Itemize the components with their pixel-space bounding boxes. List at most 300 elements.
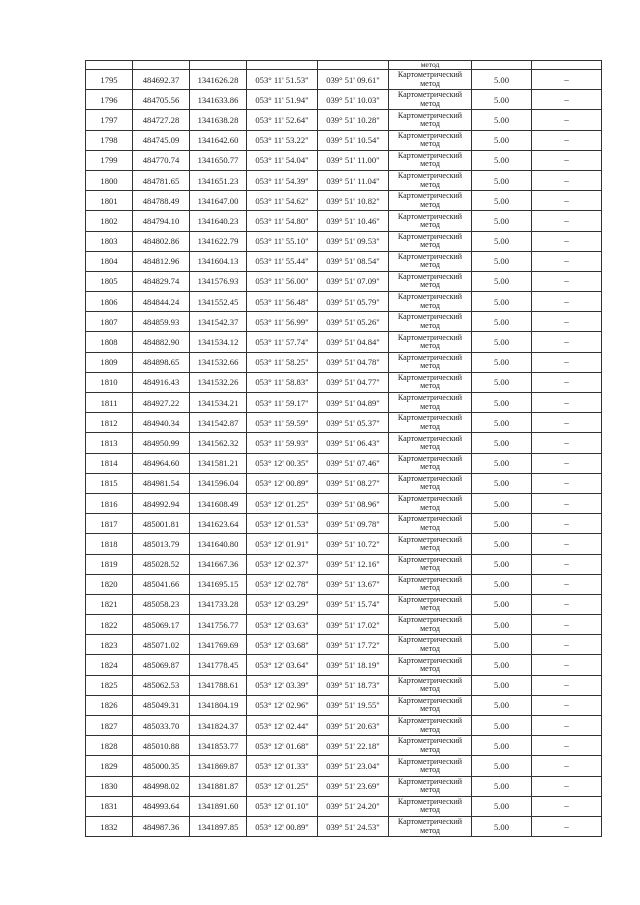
accuracy-cell: 5.00 <box>472 554 532 574</box>
x-coordinate-cell: 484770.74 <box>133 150 190 170</box>
accuracy-cell: 5.00 <box>472 110 532 130</box>
method-line-2: метод <box>420 744 440 754</box>
point-number-cell: 1800 <box>86 170 133 190</box>
latitude-cell: 053° 12' 03.39" <box>247 675 318 695</box>
x-coordinate-cell: 484940.34 <box>133 413 190 433</box>
latitude-cell: 053° 11' 54.80" <box>247 211 318 231</box>
description-cell: – <box>532 413 602 433</box>
method-line-2: метод <box>420 381 440 391</box>
accuracy-cell: 5.00 <box>472 251 532 271</box>
y-coordinate-cell: 1341640.80 <box>190 534 247 554</box>
method-cell <box>389 292 472 312</box>
x-coordinate-cell: 484812.96 <box>133 251 190 271</box>
method-line-2: метод <box>420 664 440 674</box>
method-line-1: Картометрический <box>397 251 463 261</box>
table-row <box>86 150 602 170</box>
latitude-cell: 053° 12' 03.68" <box>247 635 318 655</box>
table-row <box>86 312 602 332</box>
description-cell: – <box>532 776 602 796</box>
x-coordinate-cell: 484802.86 <box>133 231 190 251</box>
method-line-1: Картометрический <box>397 292 463 302</box>
description-cell: – <box>532 433 602 453</box>
point-number-cell: 1829 <box>86 756 133 776</box>
method-line-1: Картометрический <box>397 231 463 241</box>
x-coordinate-cell: 485013.79 <box>133 534 190 554</box>
method-line-2: метод <box>420 704 440 714</box>
description-cell: – <box>532 615 602 635</box>
point-number-cell: 1828 <box>86 736 133 756</box>
y-coordinate-cell: 1341804.19 <box>190 695 247 715</box>
method-line-1: Картометрический <box>397 514 463 524</box>
longitude-cell: 039° 51' 08.27" <box>318 473 389 493</box>
method-line-1: Картометрический <box>397 736 463 746</box>
method-line-2: метод <box>420 583 440 593</box>
method-line-2: метод <box>420 199 440 209</box>
method-cell <box>389 796 472 816</box>
method-line-2: метод <box>420 240 440 250</box>
method-line-1: Картометрический <box>397 393 463 403</box>
latitude-cell: 053° 12' 01.68" <box>247 736 318 756</box>
method-cell <box>389 170 472 190</box>
x-coordinate-cell: 485062.53 <box>133 675 190 695</box>
method-cell <box>389 635 472 655</box>
y-coordinate-cell: 1341897.85 <box>190 816 247 836</box>
description-cell: – <box>532 594 602 614</box>
longitude-cell: 039° 51' 15.74" <box>318 594 389 614</box>
x-coordinate-cell: 484992.94 <box>133 493 190 513</box>
accuracy-cell: 5.00 <box>472 675 532 695</box>
point-number-cell: 1825 <box>86 675 133 695</box>
latitude-cell: 053° 12' 02.96" <box>247 695 318 715</box>
method-line-1: Картометрический <box>397 817 463 827</box>
cell-empty <box>247 61 318 70</box>
longitude-cell: 039° 51' 05.37" <box>318 413 389 433</box>
point-number-cell: 1806 <box>86 292 133 312</box>
point-number-cell: 1798 <box>86 130 133 150</box>
description-cell: – <box>532 90 602 110</box>
y-coordinate-cell: 1341640.23 <box>190 211 247 231</box>
method-line-1: Картометрический <box>397 433 463 443</box>
x-coordinate-cell: 484794.10 <box>133 211 190 231</box>
method-cell <box>389 554 472 574</box>
latitude-cell: 053° 12' 01.33" <box>247 756 318 776</box>
longitude-cell: 039° 51' 10.03" <box>318 90 389 110</box>
accuracy-cell: 5.00 <box>472 574 532 594</box>
method-cell <box>389 776 472 796</box>
y-coordinate-cell: 1341642.60 <box>190 130 247 150</box>
longitude-cell: 039° 51' 04.78" <box>318 352 389 372</box>
cell-empty <box>190 61 247 70</box>
method-line-2: метод <box>420 522 440 532</box>
x-coordinate-cell: 484727.28 <box>133 110 190 130</box>
y-coordinate-cell: 1341534.21 <box>190 393 247 413</box>
point-number-cell: 1802 <box>86 211 133 231</box>
method-line-1: Картометрический <box>397 534 463 544</box>
table-row <box>86 170 602 190</box>
longitude-cell: 039° 51' 24.20" <box>318 796 389 816</box>
method-line-2: метод <box>420 179 440 189</box>
accuracy-cell: 5.00 <box>472 453 532 473</box>
method-line-1: Картометрический <box>397 70 463 80</box>
table-row <box>86 251 602 271</box>
accuracy-cell: 5.00 <box>472 655 532 675</box>
method-line-1: Картометрический <box>397 796 463 806</box>
accuracy-cell: 5.00 <box>472 736 532 756</box>
description-cell: – <box>532 312 602 332</box>
longitude-cell: 039° 51' 11.04" <box>318 170 389 190</box>
y-coordinate-cell: 1341562.32 <box>190 433 247 453</box>
method-line-2: метод <box>420 139 440 149</box>
x-coordinate-cell: 485071.02 <box>133 635 190 655</box>
y-coordinate-cell: 1341542.37 <box>190 312 247 332</box>
latitude-cell: 053° 11' 54.39" <box>247 170 318 190</box>
latitude-cell: 053° 11' 54.62" <box>247 191 318 211</box>
accuracy-cell: 5.00 <box>472 635 532 655</box>
longitude-cell: 039° 51' 18.73" <box>318 675 389 695</box>
x-coordinate-cell: 484829.74 <box>133 271 190 291</box>
table-row-continuation <box>86 61 602 70</box>
method-cell <box>389 473 472 493</box>
method-line-2: метод <box>420 341 440 351</box>
method-line-2: метод <box>420 724 440 734</box>
method-line-1: Картометрический <box>397 352 463 362</box>
description-cell: – <box>532 191 602 211</box>
table-row <box>86 473 602 493</box>
accuracy-cell: 5.00 <box>472 695 532 715</box>
longitude-cell: 039° 51' 09.61" <box>318 70 389 90</box>
longitude-cell: 039° 51' 08.54" <box>318 251 389 271</box>
accuracy-cell: 5.00 <box>472 393 532 413</box>
method-line-1: Картометрический <box>397 776 463 786</box>
x-coordinate-cell: 485033.70 <box>133 716 190 736</box>
latitude-cell: 053° 12' 03.63" <box>247 615 318 635</box>
latitude-cell: 053° 11' 58.25" <box>247 352 318 372</box>
longitude-cell: 039° 51' 09.78" <box>318 514 389 534</box>
latitude-cell: 053° 12' 01.53" <box>247 514 318 534</box>
latitude-cell: 053° 11' 55.44" <box>247 251 318 271</box>
point-number-cell: 1818 <box>86 534 133 554</box>
table-row <box>86 816 602 836</box>
y-coordinate-cell: 1341778.45 <box>190 655 247 675</box>
method-line-2: метод <box>420 98 440 108</box>
method-line-2: метод <box>420 764 440 774</box>
method-line-2: метод <box>420 300 440 310</box>
method-cell <box>389 736 472 756</box>
cell-empty <box>318 61 389 70</box>
point-number-cell: 1817 <box>86 514 133 534</box>
table-row <box>86 110 602 130</box>
method-line-1: Картометрический <box>397 453 463 463</box>
method-cell <box>389 231 472 251</box>
x-coordinate-cell: 484781.65 <box>133 170 190 190</box>
method-cell <box>389 594 472 614</box>
latitude-cell: 053° 11' 57.74" <box>247 332 318 352</box>
table-row <box>86 433 602 453</box>
method-line-1: Картометрический <box>397 130 463 140</box>
point-number-cell: 1804 <box>86 251 133 271</box>
method-cell <box>389 271 472 291</box>
longitude-cell: 039° 51' 07.46" <box>318 453 389 473</box>
y-coordinate-cell: 1341891.60 <box>190 796 247 816</box>
method-line-1: Картометрический <box>397 494 463 504</box>
table-row <box>86 453 602 473</box>
table-row <box>86 594 602 614</box>
cell-empty <box>532 61 602 70</box>
y-coordinate-cell: 1341604.13 <box>190 251 247 271</box>
method-cell <box>389 695 472 715</box>
point-number-cell: 1809 <box>86 352 133 372</box>
method-line-2: метод <box>420 159 440 169</box>
table-row <box>86 776 602 796</box>
x-coordinate-cell: 484964.60 <box>133 453 190 473</box>
accuracy-cell: 5.00 <box>472 150 532 170</box>
method-cell <box>389 130 472 150</box>
method-line-1: Картометрический <box>397 615 463 625</box>
x-coordinate-cell: 484993.64 <box>133 796 190 816</box>
cell-empty <box>133 61 190 70</box>
latitude-cell: 053° 11' 56.99" <box>247 312 318 332</box>
latitude-cell: 053° 11' 59.17" <box>247 393 318 413</box>
table-row <box>86 332 602 352</box>
method-cell <box>389 332 472 352</box>
method-cell <box>389 90 472 110</box>
x-coordinate-cell: 484788.49 <box>133 191 190 211</box>
table-row <box>86 655 602 675</box>
method-line-2: метод <box>420 421 440 431</box>
method-line-1: Картометрический <box>397 574 463 584</box>
method-cell <box>389 352 472 372</box>
point-number-cell: 1803 <box>86 231 133 251</box>
y-coordinate-cell: 1341626.28 <box>190 70 247 90</box>
x-coordinate-cell: 485069.17 <box>133 615 190 635</box>
description-cell: – <box>532 534 602 554</box>
method-cell <box>389 716 472 736</box>
description-cell: – <box>532 736 602 756</box>
point-number-cell: 1832 <box>86 816 133 836</box>
description-cell: – <box>532 130 602 150</box>
y-coordinate-cell: 1341596.04 <box>190 473 247 493</box>
description-cell: – <box>532 150 602 170</box>
x-coordinate-cell: 484844.24 <box>133 292 190 312</box>
method-cell <box>389 433 472 453</box>
x-coordinate-cell: 484950.99 <box>133 433 190 453</box>
method-cell <box>389 413 472 433</box>
accuracy-cell: 5.00 <box>472 716 532 736</box>
point-number-cell: 1819 <box>86 554 133 574</box>
y-coordinate-cell: 1341542.87 <box>190 413 247 433</box>
table-row <box>86 796 602 816</box>
table-row <box>86 493 602 513</box>
x-coordinate-cell: 484705.56 <box>133 90 190 110</box>
point-number-cell: 1815 <box>86 473 133 493</box>
longitude-cell: 039° 51' 10.54" <box>318 130 389 150</box>
description-cell: – <box>532 332 602 352</box>
method-cell <box>389 574 472 594</box>
method-line-1: Картометрический <box>397 554 463 564</box>
y-coordinate-cell: 1341756.77 <box>190 615 247 635</box>
accuracy-cell: 5.00 <box>472 130 532 150</box>
y-coordinate-cell: 1341576.93 <box>190 271 247 291</box>
accuracy-cell: 5.00 <box>472 413 532 433</box>
description-cell: – <box>532 292 602 312</box>
description-cell: – <box>532 211 602 231</box>
point-number-cell: 1807 <box>86 312 133 332</box>
accuracy-cell: 5.00 <box>472 372 532 392</box>
accuracy-cell: 5.00 <box>472 594 532 614</box>
method-cell <box>389 70 472 90</box>
longitude-cell: 039° 51' 05.26" <box>318 312 389 332</box>
method-line-2: метод <box>420 643 440 653</box>
y-coordinate-cell: 1341824.37 <box>190 716 247 736</box>
method-line-2: метод <box>420 280 440 290</box>
longitude-cell: 039° 51' 19.55" <box>318 695 389 715</box>
method-cell <box>389 493 472 513</box>
accuracy-cell: 5.00 <box>472 271 532 291</box>
longitude-cell: 039° 51' 24.53" <box>318 816 389 836</box>
y-coordinate-cell: 1341651.23 <box>190 170 247 190</box>
description-cell: – <box>532 70 602 90</box>
table-row <box>86 130 602 150</box>
method-line-2: метод <box>420 320 440 330</box>
table-row <box>86 756 602 776</box>
x-coordinate-cell: 484916.43 <box>133 372 190 392</box>
description-cell: – <box>532 756 602 776</box>
x-coordinate-cell: 484981.54 <box>133 473 190 493</box>
accuracy-cell: 5.00 <box>472 433 532 453</box>
longitude-cell: 039° 51' 05.79" <box>318 292 389 312</box>
x-coordinate-cell: 485041.66 <box>133 574 190 594</box>
accuracy-cell: 5.00 <box>472 231 532 251</box>
point-number-cell: 1795 <box>86 70 133 90</box>
method-line-1: Картометрический <box>397 373 463 382</box>
method-cell <box>389 393 472 413</box>
latitude-cell: 053° 12' 02.44" <box>247 716 318 736</box>
x-coordinate-cell: 485001.81 <box>133 514 190 534</box>
table-row <box>86 716 602 736</box>
y-coordinate-cell: 1341532.66 <box>190 352 247 372</box>
accuracy-cell: 5.00 <box>472 332 532 352</box>
latitude-cell: 053° 12' 01.10" <box>247 796 318 816</box>
accuracy-cell: 5.00 <box>472 352 532 372</box>
y-coordinate-cell: 1341788.61 <box>190 675 247 695</box>
method-line-2: метод <box>420 441 440 451</box>
table-body <box>86 61 602 837</box>
method-cell <box>389 675 472 695</box>
description-cell: – <box>532 655 602 675</box>
description-cell: – <box>532 393 602 413</box>
longitude-cell: 039° 51' 22.18" <box>318 736 389 756</box>
latitude-cell: 053° 12' 01.91" <box>247 534 318 554</box>
point-number-cell: 1821 <box>86 594 133 614</box>
accuracy-cell: 5.00 <box>472 312 532 332</box>
method-cell <box>389 191 472 211</box>
description-cell: – <box>532 170 602 190</box>
y-coordinate-cell: 1341638.28 <box>190 110 247 130</box>
longitude-cell: 039° 51' 09.53" <box>318 231 389 251</box>
point-number-cell: 1822 <box>86 615 133 635</box>
table-row <box>86 635 602 655</box>
table-row <box>86 514 602 534</box>
longitude-cell: 039° 51' 10.82" <box>318 191 389 211</box>
method-line-2: метод <box>420 684 440 694</box>
accuracy-cell: 5.00 <box>472 170 532 190</box>
table-row <box>86 90 602 110</box>
coordinates-table <box>85 60 602 837</box>
method-line-1: Картометрический <box>397 211 463 221</box>
coordinates-table-page <box>85 60 601 837</box>
method-line-2: метод <box>420 603 440 613</box>
y-coordinate-cell: 1341695.15 <box>190 574 247 594</box>
accuracy-cell: 5.00 <box>472 514 532 534</box>
longitude-cell: 039° 51' 08.96" <box>318 493 389 513</box>
longitude-cell: 039° 51' 23.04" <box>318 756 389 776</box>
method-line-1: Картометрический <box>397 171 463 181</box>
method-cell <box>389 372 472 392</box>
longitude-cell: 039° 51' 06.43" <box>318 433 389 453</box>
x-coordinate-cell: 484987.36 <box>133 816 190 836</box>
method-line-1: Картометрический <box>397 150 463 160</box>
table-row <box>86 352 602 372</box>
table-row <box>86 534 602 554</box>
y-coordinate-cell: 1341623.64 <box>190 514 247 534</box>
y-coordinate-cell: 1341534.12 <box>190 332 247 352</box>
method-line-1: Картометрический <box>397 191 463 201</box>
longitude-cell: 039° 51' 10.46" <box>318 211 389 231</box>
point-number-cell: 1826 <box>86 695 133 715</box>
description-cell: – <box>532 493 602 513</box>
description-cell: – <box>532 675 602 695</box>
longitude-cell: 039° 51' 13.67" <box>318 574 389 594</box>
accuracy-cell: 5.00 <box>472 493 532 513</box>
latitude-cell: 053° 12' 02.78" <box>247 574 318 594</box>
method-line-1: Картометрический <box>397 716 463 726</box>
latitude-cell: 053° 12' 02.37" <box>247 554 318 574</box>
latitude-cell: 053° 11' 56.48" <box>247 292 318 312</box>
y-coordinate-cell: 1341552.45 <box>190 292 247 312</box>
latitude-cell: 053° 12' 00.89" <box>247 816 318 836</box>
cell-empty <box>472 61 532 70</box>
accuracy-cell: 5.00 <box>472 615 532 635</box>
method-line-1: Картометрический <box>397 272 463 282</box>
table-row <box>86 554 602 574</box>
method-line-1: Картометрический <box>397 675 463 685</box>
table-row <box>86 615 602 635</box>
point-number-cell: 1805 <box>86 271 133 291</box>
longitude-cell: 039° 51' 10.28" <box>318 110 389 130</box>
description-cell: – <box>532 514 602 534</box>
table-row <box>86 191 602 211</box>
method-cell <box>389 312 472 332</box>
table-row <box>86 413 602 433</box>
method-cell <box>389 534 472 554</box>
accuracy-cell: 5.00 <box>472 534 532 554</box>
description-cell: – <box>532 796 602 816</box>
method-cell <box>389 211 472 231</box>
point-number-cell: 1823 <box>86 635 133 655</box>
method-line-1: Картометрический <box>397 332 463 342</box>
x-coordinate-cell: 485000.35 <box>133 756 190 776</box>
latitude-cell: 053° 12' 00.89" <box>247 473 318 493</box>
point-number-cell: 1813 <box>86 433 133 453</box>
y-coordinate-cell: 1341647.00 <box>190 191 247 211</box>
point-number-cell: 1824 <box>86 655 133 675</box>
y-coordinate-cell: 1341853.77 <box>190 736 247 756</box>
method-cell <box>389 110 472 130</box>
method-line-2: метод <box>420 563 440 573</box>
y-coordinate-cell: 1341869.87 <box>190 756 247 776</box>
x-coordinate-cell: 484998.02 <box>133 776 190 796</box>
method-cell <box>389 453 472 473</box>
